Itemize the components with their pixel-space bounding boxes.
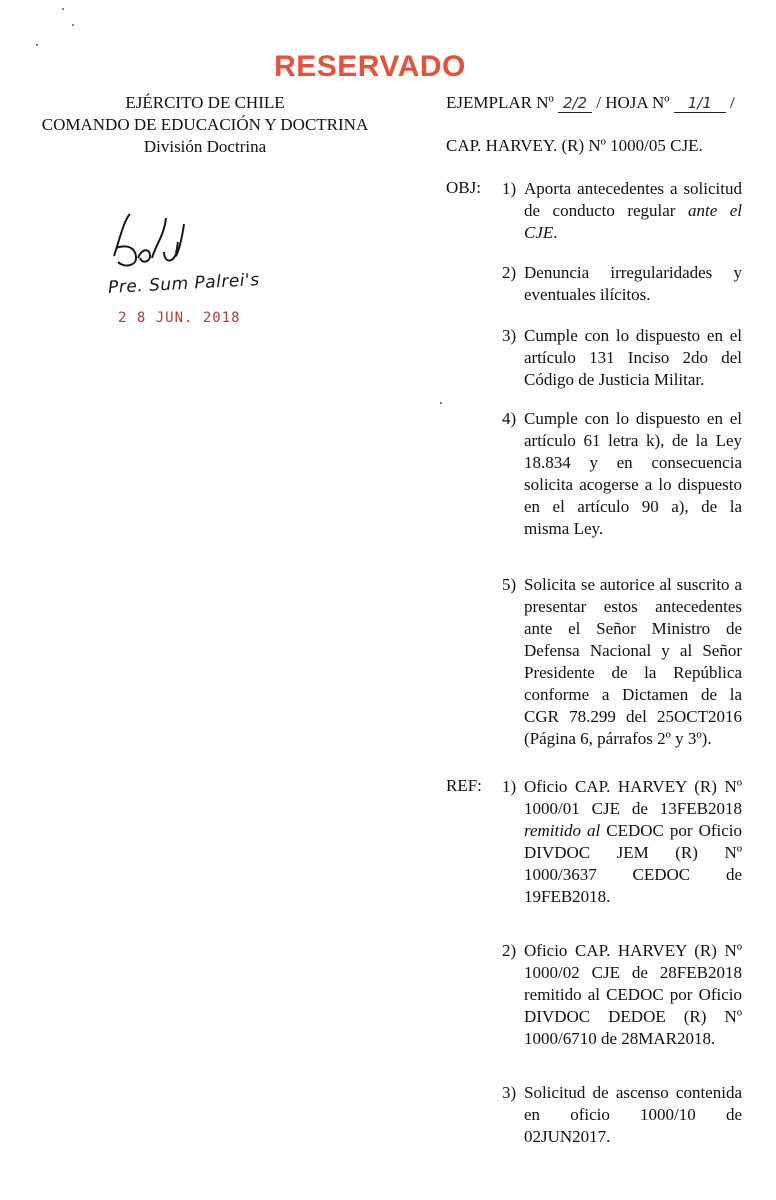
received-date-stamp: 2 8 JUN. 2018	[118, 310, 241, 326]
hoja-value: 1/1	[674, 94, 726, 113]
obj-item	[502, 262, 742, 306]
item-text-emphasis: remitido al	[524, 821, 601, 840]
item-text: Denuncia irregularidades y eventuales ilícitos.	[524, 263, 742, 304]
signature-stroke	[106, 208, 276, 278]
item-text-part: .	[553, 223, 558, 242]
item-text: Solicita se autorice al suscrito a presentar estos antecedentes ante el Señor Ministro de Defensa Nacional y al Señor Presidente de la República conforme a Dictamen de la CGR 78.299 del 25OCT2016 (Página 6, párrafos 2º y 3º).	[524, 575, 742, 748]
item-text-part: Oficio CAP. HARVEY (R) Nº 1000/01 CJE de 13FEB2018	[524, 777, 742, 818]
obj-item	[502, 574, 742, 750]
item-text-emphasis: ante el CJE	[524, 201, 742, 242]
issuer-line-2: COMANDO DE EDUCACIÓN Y DOCTRINA	[41, 115, 369, 134]
ref-label: REF:	[446, 776, 482, 795]
item-text: Cumple con lo dispuesto en el artículo 61 letra k), de la Ley 18.834 y en consecuencia solicita acogerse a lo dispuesto en el artículo 90 a), de la misma Ley.	[524, 409, 742, 538]
item-text-part: Aporta antecedentes a solicitud de conducto regular	[524, 179, 742, 220]
item-text-part: CEDOC por Oficio DIVDOC JEM (R) Nº 1000/3637 CEDOC de 19FEB2018.	[524, 821, 742, 906]
obj-item	[502, 325, 742, 391]
item-number: 4)	[502, 409, 517, 428]
obj-item	[502, 408, 742, 540]
item-text: Cumple con lo dispuesto en el artículo 131 Inciso 2do del Código de Justicia Militar.	[524, 326, 742, 389]
document-reference: CAP. HARVEY. (R) Nº 1000/05 CJE.	[446, 136, 703, 155]
ref-item	[502, 776, 742, 908]
hoja-suffix: /	[730, 93, 735, 112]
classification-marking: RESERVADO	[274, 50, 466, 83]
scan-speck	[72, 24, 74, 26]
scan-speck	[440, 402, 442, 404]
ejemplar-value: 2/2	[558, 94, 592, 113]
issuer-line-1: EJÉRCITO DE CHILE	[125, 93, 285, 112]
handwritten-signature	[106, 208, 276, 298]
item-number: 5)	[502, 575, 517, 594]
item-number: 3)	[502, 1083, 517, 1102]
obj-label: OBJ:	[446, 178, 481, 197]
item-number: 2)	[502, 941, 517, 960]
hoja-label: / HOJA Nº	[596, 93, 670, 112]
item-number: 1)	[502, 777, 517, 796]
scan-speck	[36, 44, 38, 46]
item-number: 1)	[502, 179, 517, 198]
obj-item	[502, 178, 742, 244]
issuer-block	[40, 92, 370, 158]
item-number: 3)	[502, 326, 517, 345]
ejemplar-label: EJEMPLAR Nº	[446, 93, 554, 112]
handwritten-note: Pre. Sum Palrei's	[107, 270, 261, 298]
ref-item	[502, 1082, 742, 1148]
copy-number-line	[446, 92, 735, 114]
scan-speck	[62, 8, 64, 10]
item-text: Solicitud de ascenso contenida en oficio 1000/10 de 02JUN2017.	[524, 1083, 742, 1146]
issuer-line-3: División Doctrina	[143, 137, 267, 156]
item-number: 2)	[502, 263, 517, 282]
ref-item	[502, 940, 742, 1050]
item-text: Oficio CAP. HARVEY (R) Nº 1000/02 CJE de 28FEB2018 remitido al CEDOC por Oficio DIVDOC DEDOE (R) Nº 1000/6710 de 28MAR2018.	[524, 941, 742, 1048]
item-text	[524, 776, 742, 908]
item-text	[524, 178, 742, 244]
